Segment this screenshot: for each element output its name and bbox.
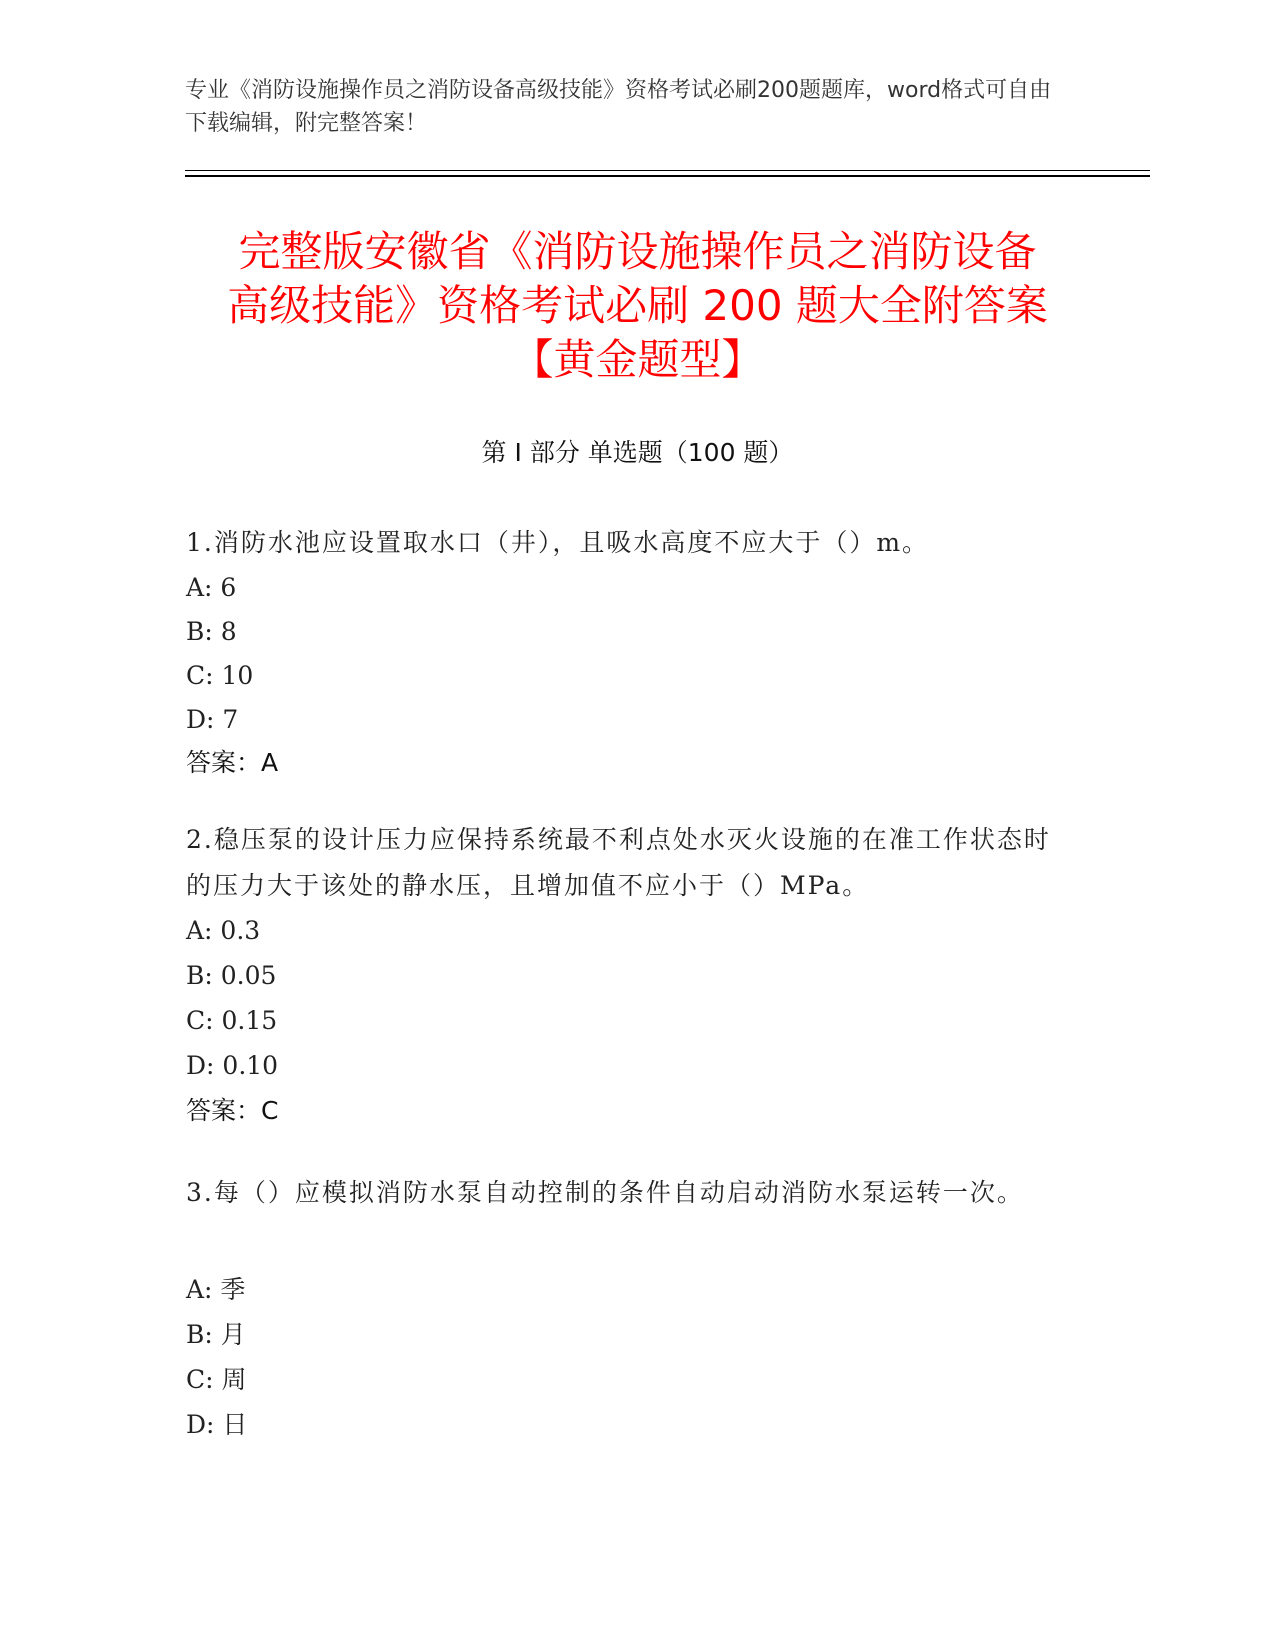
question-3-option-b: B: 月 <box>186 1320 246 1349</box>
question-3-stem: 3.每（）应模拟消防水泵自动控制的条件自动启动消防水泵运转一次。 <box>186 1178 1024 1207</box>
header-note: 专业《消防设施操作员之消防设备高级技能》资格考试必刷200题题库，word格式可自由下载编辑，附完整答案！ <box>185 78 1052 136</box>
question-2-answer: 答案：C <box>186 1096 279 1125</box>
question-3-option-a: A: 季 <box>186 1275 246 1304</box>
question-1-option-a: A: 6 <box>186 573 237 602</box>
header-divider-thin <box>185 170 1150 171</box>
question-1-option-b: B: 8 <box>186 617 237 646</box>
question-2-option-d: D: 0.10 <box>186 1051 279 1080</box>
question-3-option-d: D: 日 <box>186 1410 248 1439</box>
section-title: 第 I 部分 单选题（100 题） <box>481 438 794 467</box>
title-line-2: 高级技能》资格考试必刷 200 题大全附答案 <box>227 281 1048 330</box>
question-2-option-b: B: 0.05 <box>186 961 277 990</box>
header-divider-thick <box>185 175 1150 177</box>
question-3-option-c: C: 周 <box>186 1365 247 1394</box>
question-2-option-c: C: 0.15 <box>186 1006 278 1035</box>
question-1-answer: 答案：A <box>186 748 279 777</box>
question-2-option-a: A: 0.3 <box>186 916 261 945</box>
title-line-3: 【黄金题型】 <box>511 335 764 384</box>
question-1-option-d: D: 7 <box>186 705 239 734</box>
title-line-1: 完整版安徽省《消防设施操作员之消防设备 <box>238 227 1037 276</box>
question-2-stem: 2.稳压泵的设计压力应保持系统最不利点处水灭火设施的在准工作状态时的压力大于该处的静水压，且增加值不应小于（）MPa。 <box>186 825 1051 900</box>
question-1-stem: 1.消防水池应设置取水口（井），且吸水高度不应大于（）m。 <box>186 528 930 557</box>
question-1-option-c: C: 10 <box>186 661 254 690</box>
document-title <box>180 225 1095 387</box>
